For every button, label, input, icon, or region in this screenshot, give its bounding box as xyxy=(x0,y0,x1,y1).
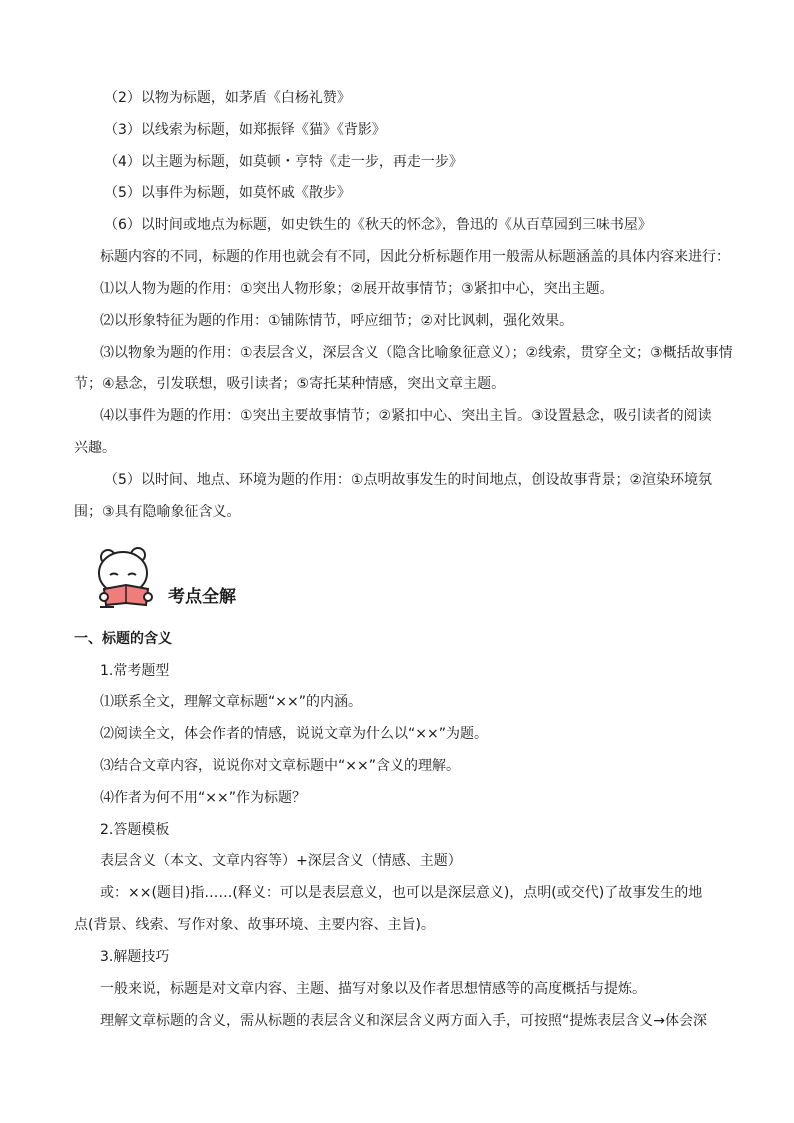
text-line: 2.答题模板 xyxy=(100,822,170,838)
text-line: 标题内容的不同，标题的作用也就会有不同，因此分析标题作用一般需从标题涵盖的具体内容来进行： xyxy=(100,249,730,265)
text-line: 理解文章标题的含义，需从标题的表层含义和深层含义两方面入手，可按照“提炼表层含义→体会深 xyxy=(100,1013,707,1029)
bear-reading-book-icon xyxy=(96,545,156,609)
text-line: （6）以时间或地点为标题，如史铁生的《秋天的怀念》，鲁迅的《从百草园到三味书屋》 xyxy=(104,217,652,233)
text-line: （3）以线索为标题，如郑振铎《猫》《背影》 xyxy=(104,122,386,138)
text-line: 兴趣。 xyxy=(74,440,116,456)
text-line: 3.解题技巧 xyxy=(100,949,170,965)
text-line: 围；③具有隐喻象征含义。 xyxy=(74,504,241,520)
text-line: （5）以时间、地点、环境为题的作用：①点明故事发生的时间地点，创设故事背景；②渲染环境氛 xyxy=(104,472,713,488)
text-line: ⑷作者为何不用“××”作为标题？ xyxy=(100,790,306,806)
subsection-heading: 一、标题的含义 xyxy=(74,631,172,647)
text-line: 1.常考题型 xyxy=(100,663,170,679)
text-line: 一般来说，标题是对文章内容、主题、描写对象以及作者思想情感等的高度概括与提炼。 xyxy=(100,981,646,997)
text-line: ⑷以事件为题的作用：①突出主要故事情节；②紧扣中心、突出主旨。③设置悬念，吸引读者的阅读 xyxy=(100,408,712,424)
text-line: 点(背景、线索、写作对象、故事环境、主要内容、主旨)。 xyxy=(74,917,435,933)
text-line: （5）以事件为标题，如莫怀戚《散步》 xyxy=(104,185,351,201)
text-line: ⑴联系全文，理解文章标题“××”的内涵。 xyxy=(100,694,362,710)
text-line: （4）以主题为标题，如莫顿・亨特《走一步，再走一步》 xyxy=(104,154,463,170)
text-line: 或：××(题目)指……(释义：可以是表层意义，也可以是深层意义)，点明(或交代)了故事发生的地 xyxy=(100,885,703,901)
text-line: 节；④悬念，引发联想，吸引读者；⑤寄托某种情感，突出文章主题。 xyxy=(74,376,506,392)
text-line: ⑵阅读全文，体会作者的情感，说说文章为什么以“××”为题。 xyxy=(100,726,488,742)
text-line: ⑴以人物为题的作用：①突出人物形象；②展开故事情节；③紧扣中心，突出主题。 xyxy=(100,281,614,297)
text-line: ⑵以形象特征为题的作用：①铺陈情节，呼应细节；②对比讽刺，强化效果。 xyxy=(100,313,574,329)
text-line: ⑶以物象为题的作用：①表层含义，深层含义（隐含比喻象征意义）；②线索，贯穿全文；③概括故事情 xyxy=(100,345,733,361)
text-line: 表层含义（本文、文章内容等）+深层含义（情感、主题） xyxy=(100,853,462,869)
section-heading: 考点全解 xyxy=(168,587,236,607)
text-line: （2）以物为标题，如茅盾《白杨礼赞》 xyxy=(104,90,351,106)
text-line: ⑶结合文章内容，说说你对文章标题中“××”含义的理解。 xyxy=(100,758,460,774)
